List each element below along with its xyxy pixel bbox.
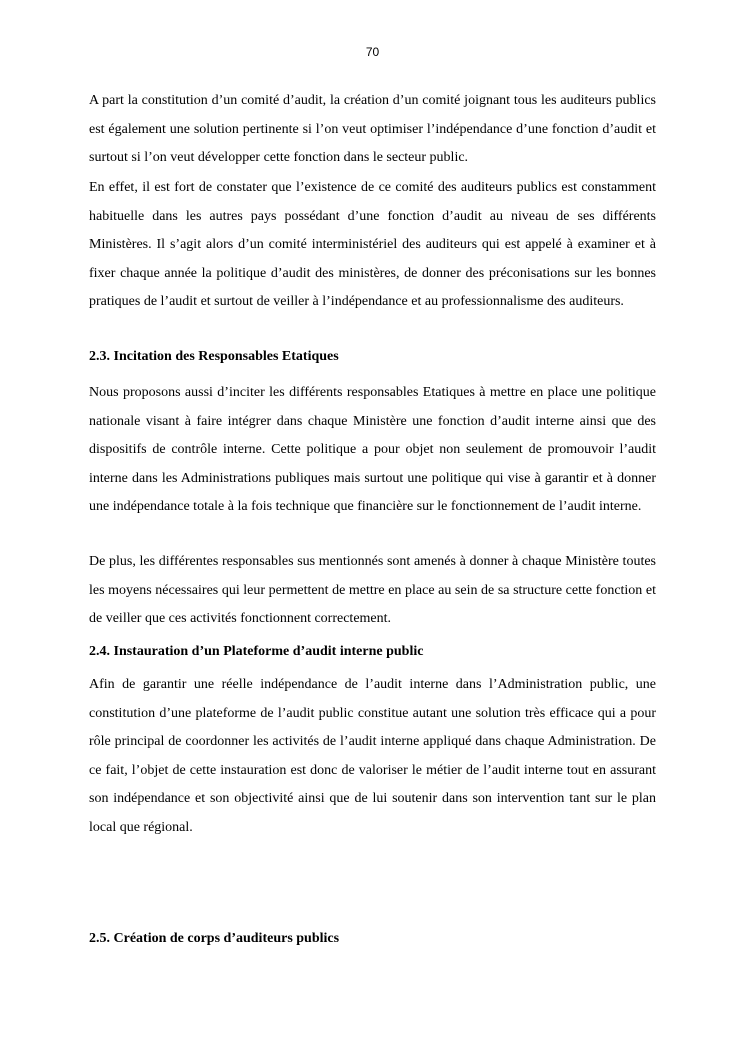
page-number: 70: [365, 45, 380, 59]
paragraph-en-effet: En effet, il est fort de constater que l’existence de ce comité des auditeurs publics est constamment habituelle dans les autres pays possédant d’une fonction d’audit au niveau de ses différents Ministères. Il s’agit alors d’un comité interministériel des auditeurs qui est appelé à examiner et à fixer chaque année la politique d’audit des ministères, de donner des préconisations sur les bonnes pratiques de l’audit et surtout de veiller à l’indépendance et au professionnalisme des auditeurs.: [89, 180, 656, 309]
paragraph-plateforme: Afin de garantir une réelle indépendance de l’audit interne dans l’Administration public, une constitution d’une plateforme de l’audit public constitue autant une solution très efficace qui a pour rôle principal de coordonner les activités de l’audit interne appliqué dans chaque Administration. De ce fait, l’objet de cette instauration est donc de valoriser le métier de l’audit interne tout en assurant son indépendance et son objectivité ainsi que de lui soutenir dans son intervention tant sur le plan local que régional.: [89, 677, 656, 835]
paragraph-de-plus: De plus, les différentes responsables sus mentionnés sont amenés à donner à chaque Ministère toutes les moyens nécessaires qui leur permettent de mettre en place au sein de sa structure cette fonction et de veiller que ces activités fonctionnent correctement.: [89, 554, 656, 626]
section-heading-2-3: 2.3. Incitation des Responsables Etatiques: [89, 349, 339, 364]
section-heading-2-4: 2.4. Instauration d’un Plateforme d’audit interne public: [89, 644, 424, 659]
section-heading-2-5: 2.5. Création de corps d’auditeurs publics: [89, 931, 340, 946]
paragraph-incitation: Nous proposons aussi d’inciter les différents responsables Etatiques à mettre en place une politique nationale visant à faire intégrer dans chaque Ministère une fonction d’audit interne ainsi que des dispositifs de contrôle interne. Cette politique a pour objet non seulement de promouvoir l’audit interne dans les Administrations publiques mais surtout une politique qui vise à garantir et à donner une indépendance totale à la fois technique que financière sur le fonctionnement de l’audit interne.: [89, 385, 656, 514]
paragraph-comite-auditeurs: A part la constitution d’un comité d’audit, la création d’un comité joignant tous les auditeurs publics est également une solution pertinente si l’on veut optimiser l’indépendance d’une fonction d’audit et surtout si l’on veut développer cette fonction dans le secteur public.: [89, 93, 656, 165]
